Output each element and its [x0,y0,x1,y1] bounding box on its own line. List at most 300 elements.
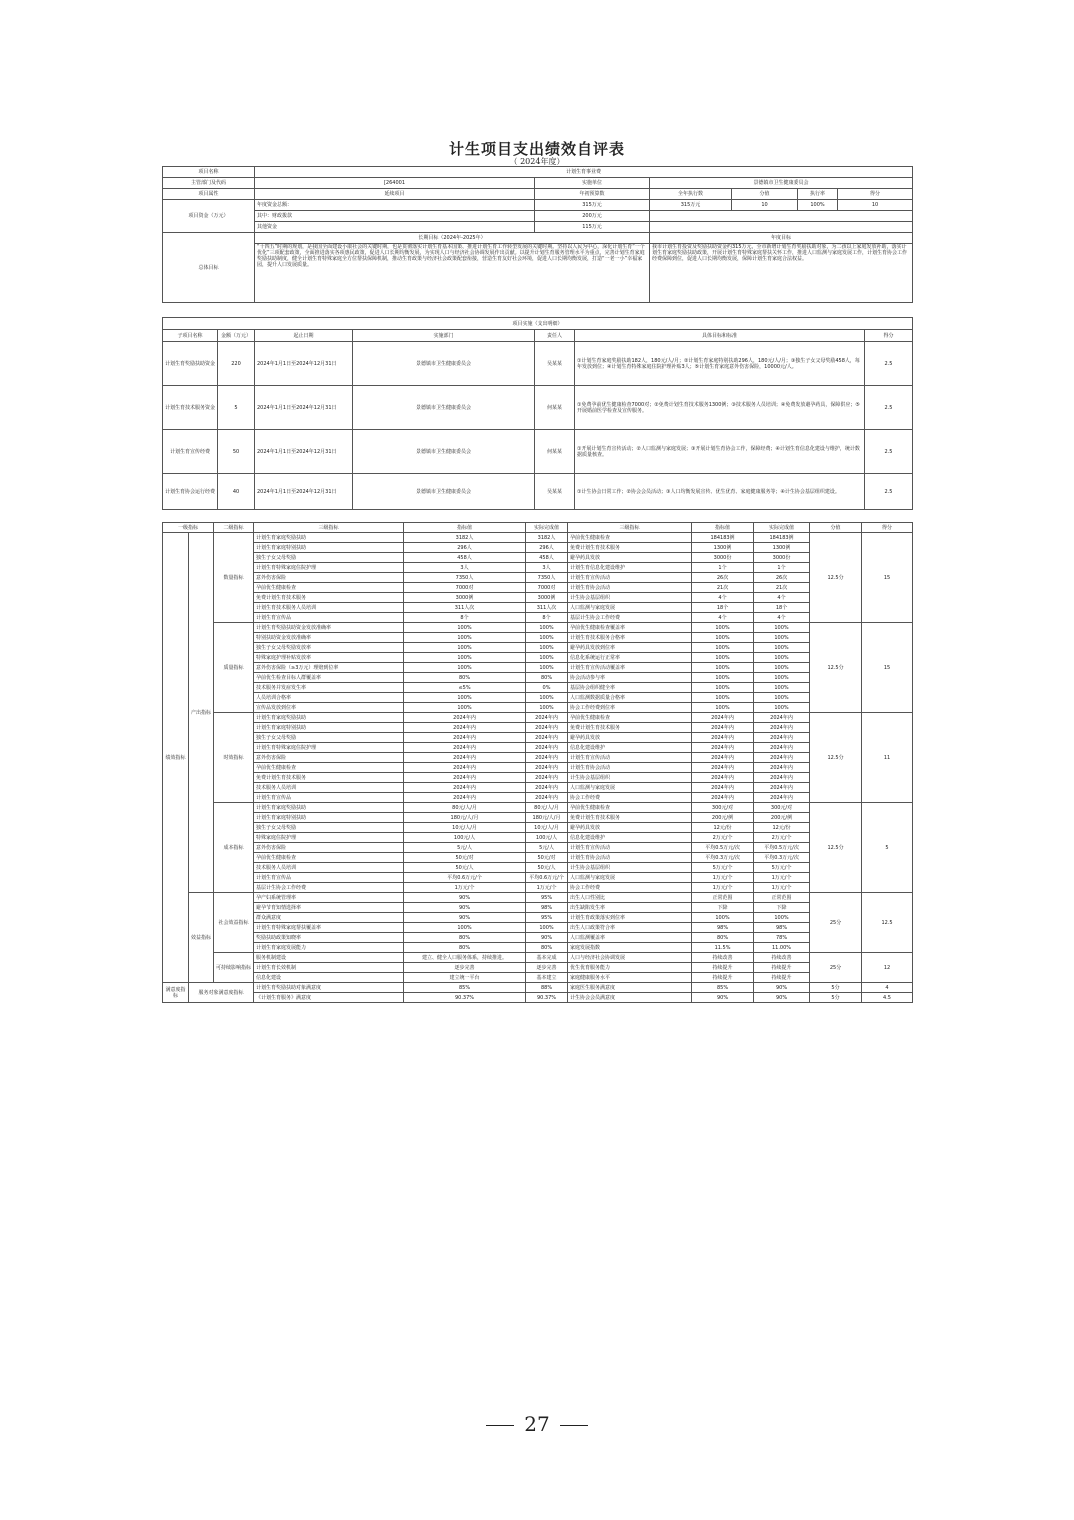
perf-actualb: 5万元/个 [754,863,810,873]
table-row [163,883,913,893]
exec-col-amount: 金额（万元） [218,330,255,342]
perf-targetb: 2024年内 [692,773,754,783]
exec-row-amount: 5 [218,386,255,430]
exec-row-name: 计划生育奖励扶助资金 [163,342,218,386]
perf-level3b: 计生协会基层组织 [568,593,692,603]
perf-level3b: 计划生育协会活动 [568,763,692,773]
exec-row-amount: 220 [218,342,255,386]
perf-target: ≤5% [404,683,526,693]
perf-actual: 296人 [526,543,568,553]
perf-level3b: 协会工作经费 [568,793,692,803]
perf-targetb: 2024年内 [692,793,754,803]
perf-target: 100% [404,693,526,703]
perf-group-score: 12.5分 [810,713,862,803]
perf-level3: 特殊家庭护理补贴发放率 [254,653,404,663]
perf-actualb: 1个 [754,563,810,573]
col-full: 全年执行数 [650,189,732,200]
perf-level3: 计划生育家庭奖励扶助 [254,533,404,543]
perf-level3b: 人口监测数据质量合格率 [568,693,692,703]
dept-label: 主管部门及代码 [163,178,255,189]
perf-actualb: 3000份 [754,553,810,563]
perf-level3: 计划生育家庭特别扶助 [254,813,404,823]
perf-group-get: 11 [862,713,913,803]
perf-level3: 人员培训合格率 [254,693,404,703]
perf-actualb: 100% [754,643,810,653]
perf-level3b: 协会工作经费到位率 [568,703,692,713]
perf-actualb: 200元/例 [754,813,810,823]
perf-actualb: 2024年内 [754,783,810,793]
perf-level3: 独生子女父母奖励发放率 [254,643,404,653]
perf-actual: 2024年内 [526,793,568,803]
perf-targetb: 4个 [692,593,754,603]
perf-target: 2024年内 [404,723,526,733]
perf-target: 80% [404,933,526,943]
perf-target: 50元/人 [404,863,526,873]
perf-actualb: 100% [754,703,810,713]
perf-target: 逐步完善 [404,963,526,973]
table-row [163,893,913,903]
exec-row-person: 何某某 [535,386,575,430]
perf-targetb: 100% [692,653,754,663]
perf-target: 3000例 [404,593,526,603]
perf-group-get: 12 [862,953,913,983]
perf-actual: 100% [526,703,568,713]
project-name-label: 项目名称 [163,167,255,178]
perf-level3b: 人口监测覆盖率 [568,933,692,943]
perf-target: 90% [404,903,526,913]
perf-level3b: 计划生育信息化建设维护 [568,563,692,573]
perf-targetb: 1万元/个 [692,873,754,883]
perf-col-level3b: 三级指标 [568,523,692,533]
perf-col-actualb: 实际完成值 [754,523,810,533]
perf-level3b: 信息化系统运行正常率 [568,653,692,663]
perf-group-score: 12.5分 [810,803,862,893]
row-other-blank [650,222,913,233]
dash-right [560,1425,588,1426]
perf-actualb: 2024年内 [754,763,810,773]
perf-level3b: 人口监测与家庭发展 [568,873,692,883]
table-row [163,683,913,693]
table-row [163,953,913,963]
perf-level3b: 孕前优生健康检查覆盖率 [568,623,692,633]
perf-targetb: 2024年内 [692,763,754,773]
table-row [163,813,913,823]
perf-actualb: 100% [754,693,810,703]
perf-targetb: 5万元/个 [692,863,754,873]
perf-level3: 特别扶助资金发放准确率 [254,633,404,643]
perf-level3b: 孕前优生健康检查 [568,713,692,723]
perf-level3: 技术服务并发症发生率 [254,683,404,693]
perf-targetb: 21次 [692,583,754,593]
table-row [163,573,913,583]
perf-targetb: 100% [692,633,754,643]
perf-level3: 计划生育奖励扶助资金发放准确率 [254,623,404,633]
perf-target: 296人 [404,543,526,553]
perf-level3b: 计生协会基层组织 [568,773,692,783]
perf-actual: 基本完成 [526,953,568,963]
perf-actual: 311人次 [526,603,568,613]
table-row [163,913,913,923]
perf-actual: 7000对 [526,583,568,593]
perf-actualb: 26次 [754,573,810,583]
perf-target: 1万元/个 [404,883,526,893]
exec-col-person: 责任人 [535,330,575,342]
perf-group-name: 社会效益指标 [214,893,254,953]
perf-level3: 计划生育家庭特别扶助 [254,543,404,553]
perf-target: 100% [404,653,526,663]
perf-group-score: 25分 [810,893,862,953]
perf-level3: 计划生育宣传品 [254,873,404,883]
perf-actualb: 98% [754,923,810,933]
perf-actual: 3人 [526,563,568,573]
perf-satisfaction-sub: 服务对象满意度指标 [189,983,254,1003]
table-row [163,563,913,573]
funds-label: 项目资金（万元） [163,200,255,233]
perf-actualb: 100% [754,663,810,673]
perf-level3b: 免费计划生育技术服务 [568,543,692,553]
perf-actualb: 184183例 [754,533,810,543]
perf-targetb: 2024年内 [692,743,754,753]
exec-row-score: 2.5 [865,474,913,510]
perf-actualb: 300元/对 [754,803,810,813]
perf-level3b: 免费计划生育技术服务 [568,723,692,733]
perf-actualb: 11.00% [754,943,810,953]
table-row [163,703,913,713]
perf-level3: 意外伤害保险 [254,573,404,583]
row-other-value: 115万元 [535,222,650,233]
exec-row-name: 计划生育技术服务资金 [163,386,218,430]
table-row [163,533,913,543]
perf-level3b: 协会活动参与率 [568,673,692,683]
perf-benefit-label: 效益指标 [189,893,214,983]
page-number [0,1412,1074,1436]
perf-actualb: 2024年内 [754,713,810,723]
perf-sat-score: 5分 [810,993,862,1003]
perf-actual: 100% [526,653,568,663]
exec-row-amount: 50 [218,430,255,474]
perf-group-name: 质量指标 [214,623,254,713]
perf-actual: 100% [526,923,568,933]
table-row [163,633,913,643]
perf-col-score: 分值 [810,523,862,533]
perf-targetb: 100% [692,913,754,923]
col-get: 得分 [838,189,913,200]
perf-col-level1: 一级指标 [163,523,214,533]
perf-actual: 3182人 [526,533,568,543]
perf-actual: 100% [526,693,568,703]
perf-target: 2024年内 [404,753,526,763]
exec-row-detail: ①免费孕前优生健康检查7000对；②免费计划生育技术服务1300例；③技术服务人员培训；④免费发放避孕药具，保障供应；⑤开展婚前医学检查及宣传服务。 [575,386,865,430]
perf-actualb: 90% [754,993,810,1003]
perf-level3b: 计生协会基层组织 [568,863,692,873]
perf-level3b: 家庭发展指数 [568,943,692,953]
perf-level3: 服务机制建设 [254,953,404,963]
table-row [163,933,913,943]
table-row [163,843,913,853]
table-row [163,873,913,883]
perf-level3: 计划生育特殊家庭住院护理 [254,743,404,753]
perf-actualb: 1300例 [754,543,810,553]
exec-row-dept: 景德镇市卫生健康委员会 [353,386,535,430]
table-row [163,663,913,673]
row-total-get: 10 [838,200,913,211]
page-number-value: 27 [524,1412,550,1436]
table-row [163,553,913,563]
perf-level3b: 计划生育协会活动 [568,583,692,593]
perf-actual: 50元/人 [526,863,568,873]
perf-level3: 孕前优生健康检查 [254,583,404,593]
perf-group-get: 15 [862,623,913,713]
table-row [163,593,913,603]
table-row [163,783,913,793]
perf-level3: 孕前优生健康检查 [254,853,404,863]
perf-target: 100% [404,703,526,713]
table-row [163,743,913,753]
document-year: （ 2024年度） [509,157,565,166]
perf-target: 3182人 [404,533,526,543]
perf-level3: 《计划生育服务》满意度 [254,993,404,1003]
goal-long-text: “十四五”时期的规划，是我国全面建设小康社会的关键时期，也是贯彻落实计划生育基本国策、推进计划生育工作转型发展的关键时期。坚持以人民为中心，深化计划生育“一个优化”三项配套政策，全面推进落实各项惠民政策，促进人口长期均衡发展，为实现人口与经济社会协调发展作出贡献。以提升计划生育服务管理水平为重点，完善计划生育家庭奖励扶助制度，健全计划生育特殊家庭全方位帮扶保障机制，推动生育政策与经济社会政策配套衔接，营造生育友好社会环境，促进人口长期均衡发展，打造“一老一小”幸福家园，提升人口发展质量。 [255,244,650,303]
perf-targetb: 100% [692,703,754,713]
perf-level3b: 人口监测与家庭发展 [568,783,692,793]
row-total-actual: 315万元 [650,200,732,211]
col-annual: 年初预算数 [535,189,650,200]
exec-row-date: 2024年1月1日至2024年12月31日 [255,386,353,430]
table-row [163,853,913,863]
perf-actualb: 90% [754,983,810,993]
perf-group-name: 时效指标 [214,713,254,803]
perf-level3: 计划生育特殊家庭帮扶覆盖率 [254,923,404,933]
perf-actualb: 持续改善 [754,953,810,963]
perf-targetb: 100% [692,643,754,653]
perf-targetb: 100% [692,693,754,703]
perf-level3b: 基层计生协会工作经费 [568,613,692,623]
perf-actualb: 平均0.3万元/次 [754,853,810,863]
perf-level3b: 孕前优生健康检查 [568,803,692,813]
perf-group-score: 25分 [810,953,862,983]
perf-target: 2024年内 [404,793,526,803]
exec-row-date: 2024年1月1日至2024年12月31日 [255,474,353,510]
perf-actualb: 2024年内 [754,793,810,803]
table-row [163,723,913,733]
perf-col-level3: 三级指标 [254,523,404,533]
perf-level3b: 计划生育宣传活动 [568,753,692,763]
perf-level3: 宣传品发放到位率 [254,703,404,713]
perf-level3: 意外伤害保险 [254,843,404,853]
perf-target: 2024年内 [404,783,526,793]
perf-actualb: 78% [754,933,810,943]
perf-target: 100% [404,923,526,933]
perf-level3b: 协会工作经费 [568,883,692,893]
perf-level3b: 人口与经济社会协调发展 [568,953,692,963]
col-rate: 执行率 [798,189,838,200]
perf-targetb: 下降 [692,903,754,913]
perf-actualb: 21次 [754,583,810,593]
perf-level3: 基层计生协会工作经费 [254,883,404,893]
perf-target: 10元/人/月 [404,823,526,833]
perf-level3: 计划生育家庭奖励扶助 [254,713,404,723]
exec-row-date: 2024年1月1日至2024年12月31日 [255,342,353,386]
perf-actual: 95% [526,893,568,903]
perf-level3b: 优生优育服务能力 [568,963,692,973]
perf-targetb: 持续改善 [692,953,754,963]
perf-level3: 计划生育技术服务人员培训 [254,603,404,613]
table-row [163,643,913,653]
perf-target: 90% [404,893,526,903]
perf-actual: 1万元/个 [526,883,568,893]
table-row [163,983,913,993]
perf-targetb: 4个 [692,613,754,623]
exec-row-dept: 景德镇市卫生健康委员会 [353,430,535,474]
perf-sat-score: 5分 [810,983,862,993]
perf-actual: 90.37% [526,993,568,1003]
perf-level3: 技术服务人员培训 [254,783,404,793]
table-row [163,793,913,803]
table-row [163,973,913,983]
perf-level3: 计划生育长效机制 [254,963,404,973]
perf-target: 80% [404,673,526,683]
perf-target: 平均0.6万元/个 [404,873,526,883]
exec-row-amount: 40 [218,474,255,510]
row-total-label: 年度资金总额： [255,200,535,211]
dash-left [486,1425,514,1426]
perf-target: 50元/对 [404,853,526,863]
perf-target: 7350人 [404,573,526,583]
exec-row-detail: ①计生协会日常工作；②协会会员活动；③人口均衡发展宣传、优生优育、家庭健康服务等；④计生协会基层组织建设。 [575,474,865,510]
perf-level3: 避孕节育知情选择率 [254,903,404,913]
perf-targetb: 1个 [692,563,754,573]
project-name: 计划生育事业费 [255,167,913,178]
perf-actualb: 100% [754,913,810,923]
perf-targetb: 2024年内 [692,783,754,793]
perf-actualb: 平均0.5万元/次 [754,843,810,853]
perf-target: 2024年内 [404,743,526,753]
perf-actual: 458人 [526,553,568,563]
perf-level3b: 计划生育宣传活动 [568,573,692,583]
perf-actualb: 2024年内 [754,733,810,743]
perf-targetb: 100% [692,673,754,683]
perf-level3: 群众满意度 [254,913,404,923]
perf-target: 85% [404,983,526,993]
perf-level3b: 出生人口政策符合率 [568,923,692,933]
perf-actualb: 100% [754,673,810,683]
table-row [163,963,913,973]
perf-level3: 计划生育家庭奖励扶助 [254,803,404,813]
perf-actual: 100元/人 [526,833,568,843]
perf-level3: 意外伤害保险（≥3万元）理赔到位率 [254,663,404,673]
perf-actual: 180元/人/月 [526,813,568,823]
execution-header: 项目实施（支出明细） [163,318,913,330]
perf-target: 5元/人 [404,843,526,853]
table-row [163,753,913,763]
perf-level3b: 避孕药具发放到位率 [568,643,692,653]
row-other-label: 其他资金 [255,222,535,233]
perf-actual: 80元/人/月 [526,803,568,813]
perf-level3: 计划生育奖励扶助对象满意度 [254,983,404,993]
perf-targetb: 80% [692,933,754,943]
perf-actual: 100% [526,643,568,653]
perf-targetb: 1万元/个 [692,883,754,893]
perf-actual: 5元/人 [526,843,568,853]
perf-target: 2024年内 [404,763,526,773]
perf-targetb: 持续提升 [692,973,754,983]
perf-level3: 孕前优生健康检查 [254,763,404,773]
perf-col-targetb: 指标值 [692,523,754,533]
perf-level3b: 计划生育政策落实到位率 [568,913,692,923]
perf-actualb: 持续提升 [754,973,810,983]
perf-level3: 计划生育家庭发展能力 [254,943,404,953]
attr-value: 延续项目 [255,189,535,200]
perf-targetb: 2024年内 [692,733,754,743]
table-row [163,733,913,743]
perf-actualb: 2024年内 [754,743,810,753]
perf-col-actual: 实际完成值 [526,523,568,533]
perf-level3b: 家庭健康服务水平 [568,973,692,983]
perf-target: 100元/人 [404,833,526,843]
perf-actualb: 100% [754,623,810,633]
basic-info-table [162,166,913,303]
table-row [163,673,913,683]
perf-actual: 基本建立 [526,973,568,983]
exec-row-score: 2.5 [865,430,913,474]
perf-targetb: 2024年内 [692,713,754,723]
perf-actual: 平均0.6万元/个 [526,873,568,883]
exec-row-person: 何某某 [535,430,575,474]
perf-level3: 信息化建设 [254,973,404,983]
perf-group-score: 12.5分 [810,533,862,623]
perf-actual: 3000例 [526,593,568,603]
perf-level3: 计划生育特殊家庭住院护理 [254,563,404,573]
perf-level3: 计划生育家庭特别扶助 [254,723,404,733]
perf-target: 100% [404,663,526,673]
perf-level3b: 孕前优生健康检查 [568,533,692,543]
performance-table [162,522,913,1003]
perf-actual: 80% [526,943,568,953]
perf-actualb: 2024年内 [754,723,810,733]
perf-target: 100% [404,633,526,643]
exec-row-name: 计划生育宣传经费 [163,430,218,474]
perf-targetb: 1300例 [692,543,754,553]
table-row [163,823,913,833]
perf-level1: 绩效指标 [163,533,189,983]
perf-level3b: 免费计划生育技术服务 [568,813,692,823]
goal-year-label: 年度目标 [650,233,913,244]
execution-table [162,317,913,510]
perf-level3b: 出生缺陷发生率 [568,903,692,913]
perf-actualb: 4个 [754,593,810,603]
perf-level3: 免费计划生育技术服务 [254,773,404,783]
perf-actualb: 12元/份 [754,823,810,833]
row-fiscal-value: 200万元 [535,211,650,222]
exec-row-date: 2024年1月1日至2024年12月31日 [255,430,353,474]
perf-target: 100% [404,623,526,633]
perf-actual: 7350人 [526,573,568,583]
perf-target: 7000对 [404,583,526,593]
perf-target: 2024年内 [404,733,526,743]
exec-col-dept: 实施部门 [353,330,535,342]
perf-group-get: 12.5 [862,893,913,953]
exec-row-detail: ①计划生育家庭奖励扶助182人，180元/人/月；②计划生育家庭特别扶助296人，180元/人/月；③独生子女父母奖励458人，每年发放到位；④计划生育特殊家庭住院护理补贴3人；⑤计划生育家庭意外伤害保险，10000元/人。 [575,342,865,386]
row-total-value: 315万元 [535,200,650,211]
exec-row-person: 吴某某 [535,474,575,510]
perf-actualb: 100% [754,633,810,643]
perf-targetb: 100% [692,683,754,693]
goal-year-text: 我市计划生育投资及奖励扶助资金约315万元，全市新增计划生育奖励扶助对象，为二孩以上家庭发放补助，落实计划生育家庭奖励扶助政策，开展计划生育特殊家庭帮扶关怀工作，推进人口监测与家庭发展工作，计划生育协会工作经费保障到位，促进人口长期均衡发展，保障计划生育家庭合法权益。 [650,244,913,303]
perf-actualb: 下降 [754,903,810,913]
table-row [163,603,913,613]
col-score: 分值 [732,189,798,200]
perf-actual: 10元/人/月 [526,823,568,833]
